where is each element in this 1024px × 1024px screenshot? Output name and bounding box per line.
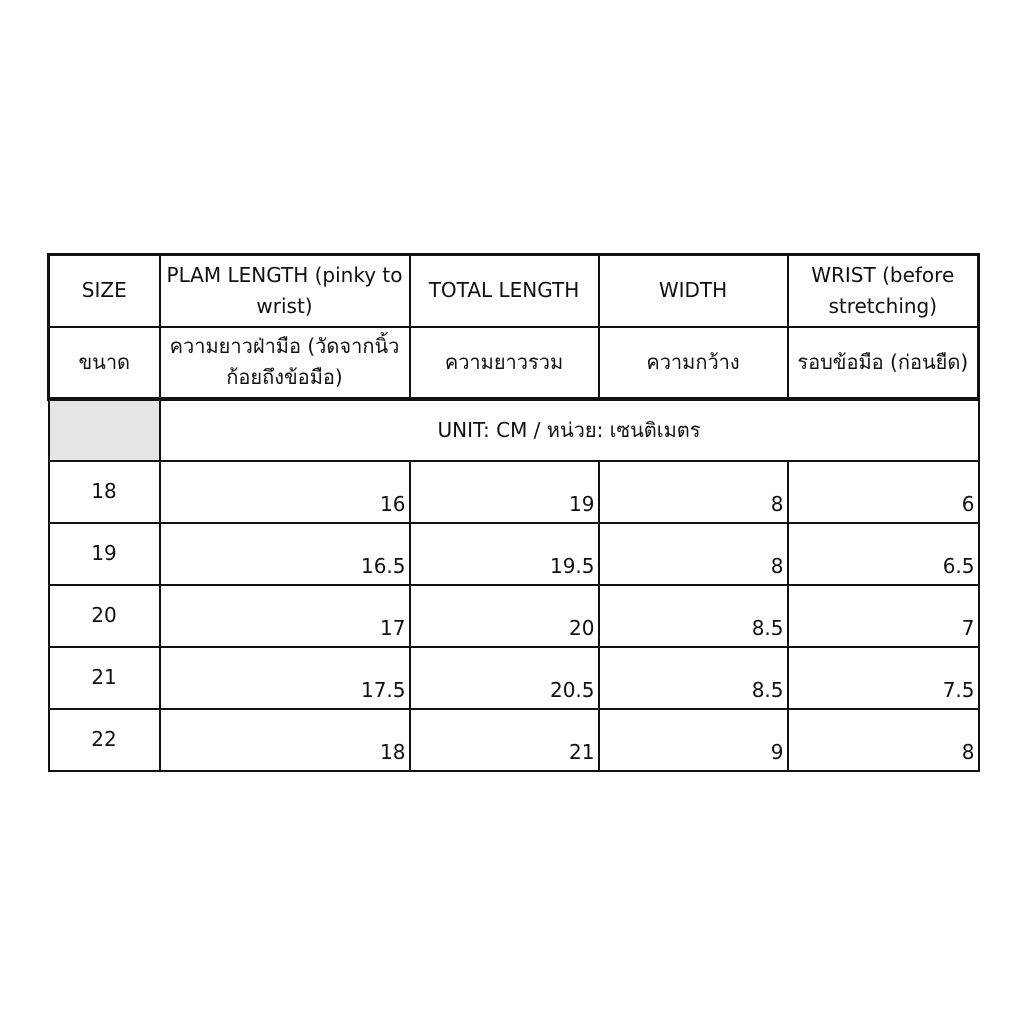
wrist-value: 8 bbox=[788, 709, 979, 771]
header-row-english bbox=[49, 255, 979, 327]
size-value: 20 bbox=[49, 585, 160, 647]
total-length-value: 20.5 bbox=[410, 647, 599, 709]
table-row bbox=[49, 647, 979, 709]
wrist-value: 6.5 bbox=[788, 523, 979, 585]
width-value: 9 bbox=[599, 709, 788, 771]
palm-length-value: 17.5 bbox=[160, 647, 410, 709]
header-palm-length: PLAM LENGTH (pinky to wrist) bbox=[160, 255, 410, 327]
header-wrist: WRIST (before stretching) bbox=[788, 255, 979, 327]
size-chart-table bbox=[47, 253, 980, 772]
table-row bbox=[49, 461, 979, 523]
total-length-value: 19.5 bbox=[410, 523, 599, 585]
size-value: 21 bbox=[49, 647, 160, 709]
palm-length-value: 16.5 bbox=[160, 523, 410, 585]
width-value: 8 bbox=[599, 523, 788, 585]
wrist-value: 7 bbox=[788, 585, 979, 647]
header-width: WIDTH bbox=[599, 255, 788, 327]
palm-length-value: 18 bbox=[160, 709, 410, 771]
header-wrist-thai: รอบข้อมือ (ก่อนยืด) bbox=[788, 327, 979, 399]
unit-label: UNIT: CM / หน่วย: เซนติเมตร bbox=[160, 399, 979, 461]
table-row bbox=[49, 709, 979, 771]
size-value: 18 bbox=[49, 461, 160, 523]
total-length-value: 21 bbox=[410, 709, 599, 771]
palm-length-value: 16 bbox=[160, 461, 410, 523]
width-value: 8 bbox=[599, 461, 788, 523]
header-total-length-thai: ความยาวรวม bbox=[410, 327, 599, 399]
width-value: 8.5 bbox=[599, 647, 788, 709]
palm-length-value: 17 bbox=[160, 585, 410, 647]
total-length-value: 19 bbox=[410, 461, 599, 523]
wrist-value: 6 bbox=[788, 461, 979, 523]
size-value: 19 bbox=[49, 523, 160, 585]
total-length-value: 20 bbox=[410, 585, 599, 647]
header-row-thai bbox=[49, 327, 979, 399]
header-size-thai: ขนาด bbox=[49, 327, 160, 399]
table-row bbox=[49, 523, 979, 585]
table-row bbox=[49, 585, 979, 647]
width-value: 8.5 bbox=[599, 585, 788, 647]
unit-row bbox=[49, 399, 979, 461]
header-total-length: TOTAL LENGTH bbox=[410, 255, 599, 327]
header-palm-length-thai: ความยาวฝ่ามือ (วัดจากนิ้วก้อยถึงข้อมือ) bbox=[160, 327, 410, 399]
header-size: SIZE bbox=[49, 255, 160, 327]
header-width-thai: ความกว้าง bbox=[599, 327, 788, 399]
wrist-value: 7.5 bbox=[788, 647, 979, 709]
size-value: 22 bbox=[49, 709, 160, 771]
unit-blank-cell bbox=[49, 399, 160, 461]
